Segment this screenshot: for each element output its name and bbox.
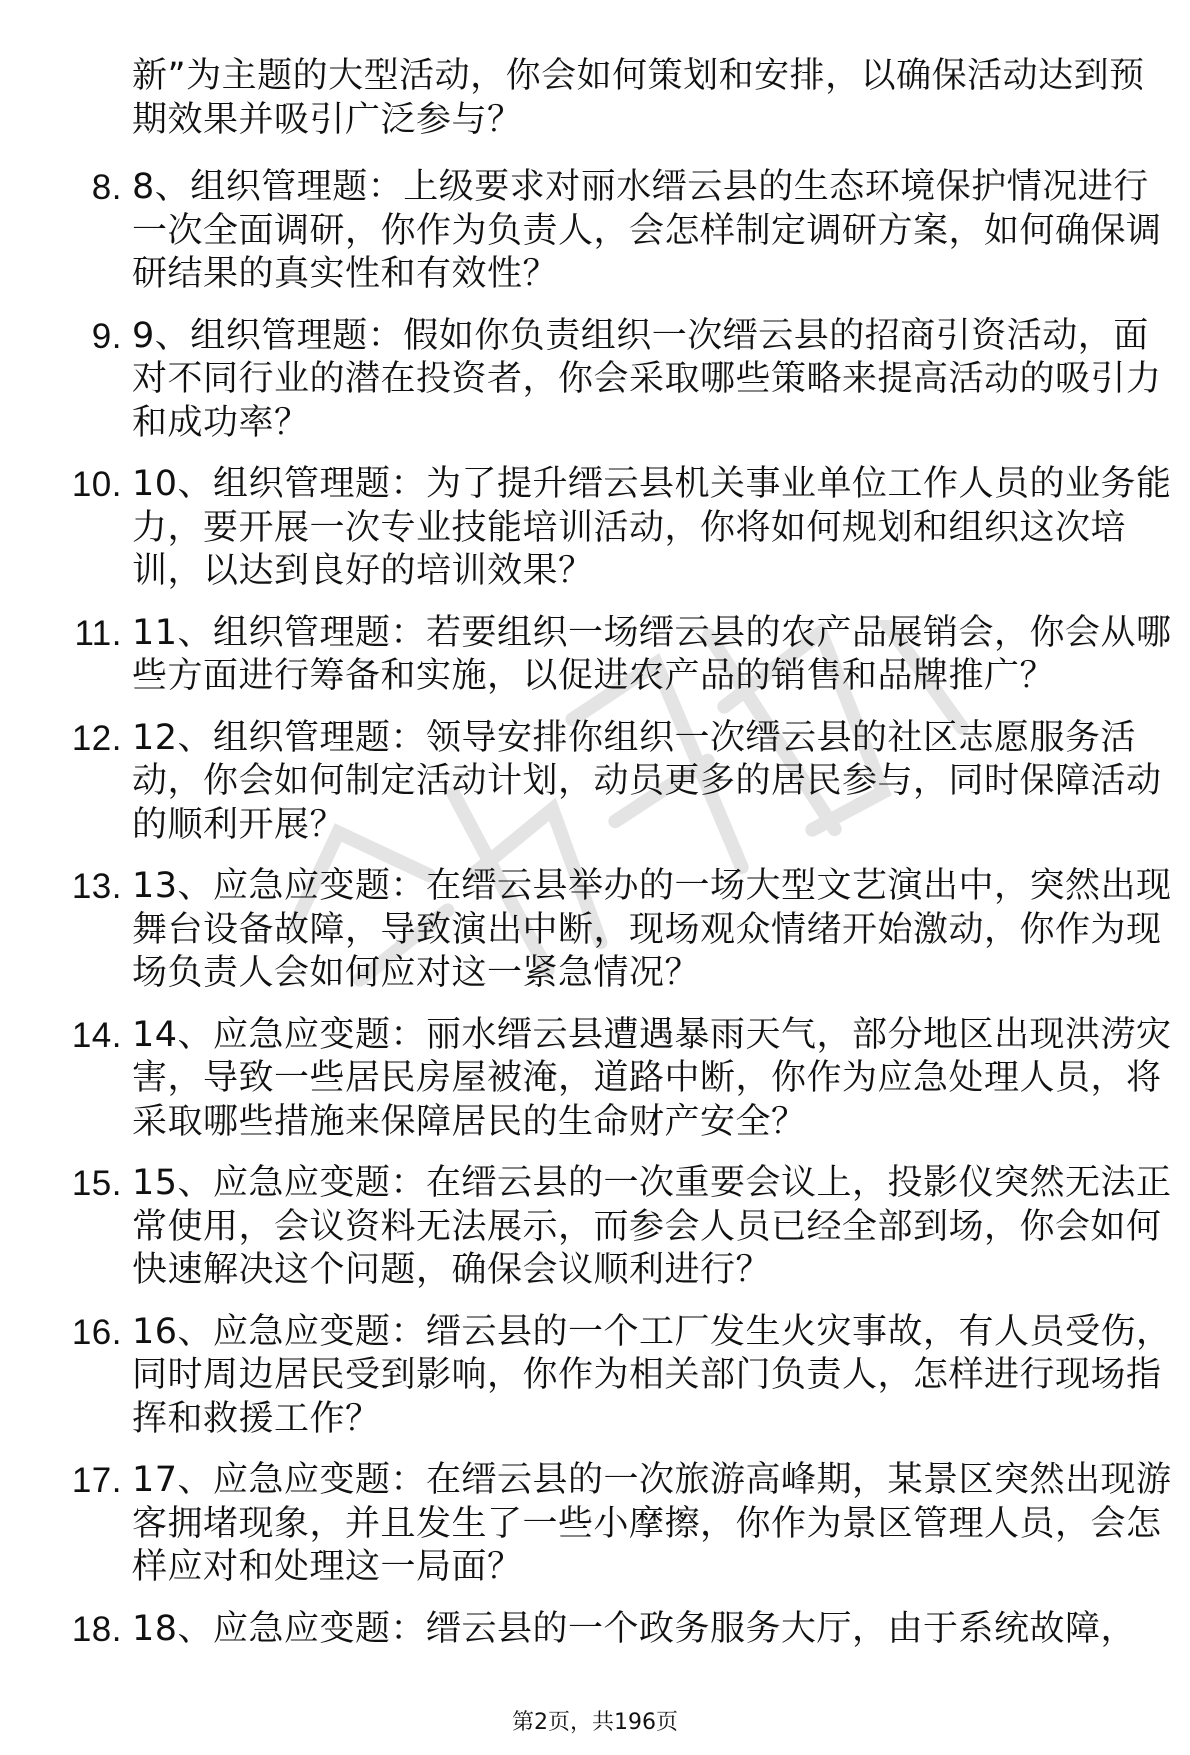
list-item-text: 16、应急应变题：缙云县的一个工厂发生火灾事故，有人员受伤，同时周边居民受到影响，你作为相关部门负责人，怎样进行现场指挥和救援工作？ [132, 1311, 1172, 1439]
list-item [71, 1014, 1172, 1145]
list-item [71, 463, 1172, 594]
list-item-number: 11. [74, 613, 122, 653]
list-item-number: 15. [71, 1164, 122, 1203]
list-item-text: 13、应急应变题：在缙云县举办的一场大型文艺演出中，突然出现舞台设备故障，导致演出中断，现场观众情绪开始激动，你作为现场负责人会如何应对这一紧急情况？ [132, 866, 1172, 993]
list-item [71, 717, 1172, 848]
list-item-text: 14、应急应变题：丽水缙云县遭遇暴雨天气，部分地区出现洪涝灾害，导致一些居民房屋被淹，道路中断，你作为应急处理人员，将采取哪些措施来保障居民的生命财产安全？ [132, 1014, 1172, 1142]
list-item-number: 18. [71, 1609, 122, 1649]
list-item-text: 8、组织管理题：上级要求对丽水缙云县的生态环境保护情况进行一次全面调研，你作为负责人，会怎样制定调研方案，如何确保调研结果的真实性和有效性？ [132, 167, 1162, 294]
list-item [91, 166, 1172, 297]
list-item-number: 14. [71, 1015, 122, 1055]
list-item-number: 8. [91, 168, 122, 207]
continuation-paragraph: 新”为主题的大型活动，你会如何策划和安排，以确保活动达到预期效果并吸引广泛参与？ [132, 56, 1145, 140]
list-item [91, 315, 1172, 446]
list-item-text: 12、组织管理题：领导安排你组织一次缙云县的社区志愿服务活动，你会如何制定活动计划，动员更多的居民参与，同时保障活动的顺利开展？ [132, 717, 1162, 845]
list-item-number: 16. [71, 1312, 122, 1352]
list-item [71, 865, 1172, 996]
list-item-text: 9、组织管理题：假如你负责组织一次缙云县的招商引资活动，面对不同行业的潜在投资者，你会采取哪些策略来提高活动的吸引力和成功率？ [132, 315, 1162, 443]
list-item [71, 1459, 1172, 1590]
list-item-number: 9. [91, 316, 122, 356]
list-item-text: 10、组织管理题：为了提升缙云县机关事业单位工作人员的业务能力，要开展一次专业技能培训活动，你将如何规划和组织这次培训，以达到良好的培训效果？ [132, 464, 1172, 591]
page-footer: 第2页，共196页 [512, 1710, 678, 1735]
list-item-text: 11、组织管理题：若要组织一场缙云县的农产品展销会，你会从哪些方面进行筹备和实施，以促进农产品的销售和品牌推广？ [132, 612, 1172, 696]
list-item [71, 1311, 1172, 1442]
list-item-text: 18、应急应变题：缙云县的一个政务服务大厅，由于系统故障， [132, 1608, 1137, 1649]
list-item [71, 1162, 1172, 1293]
list-item-text: 15、应急应变题：在缙云县的一次重要会议上，投影仪突然无法正常使用，会议资料无法展示，而参会人员已经全部到场，你会如何快速解决这个问题，确保会议顺利进行？ [132, 1163, 1172, 1290]
list-item-number: 10. [71, 465, 122, 504]
list-item-text: 17、应急应变题：在缙云县的一次旅游高峰期，某景区突然出现游客拥堵现象，并且发生了一些小摩擦，你作为景区管理人员，会怎样应对和处理这一局面？ [132, 1460, 1172, 1587]
list-item [71, 1608, 1172, 1652]
list-item-number: 13. [71, 867, 122, 906]
list-item [74, 612, 1172, 699]
list-item-number: 12. [71, 718, 122, 758]
list-item-number: 17. [71, 1461, 122, 1500]
